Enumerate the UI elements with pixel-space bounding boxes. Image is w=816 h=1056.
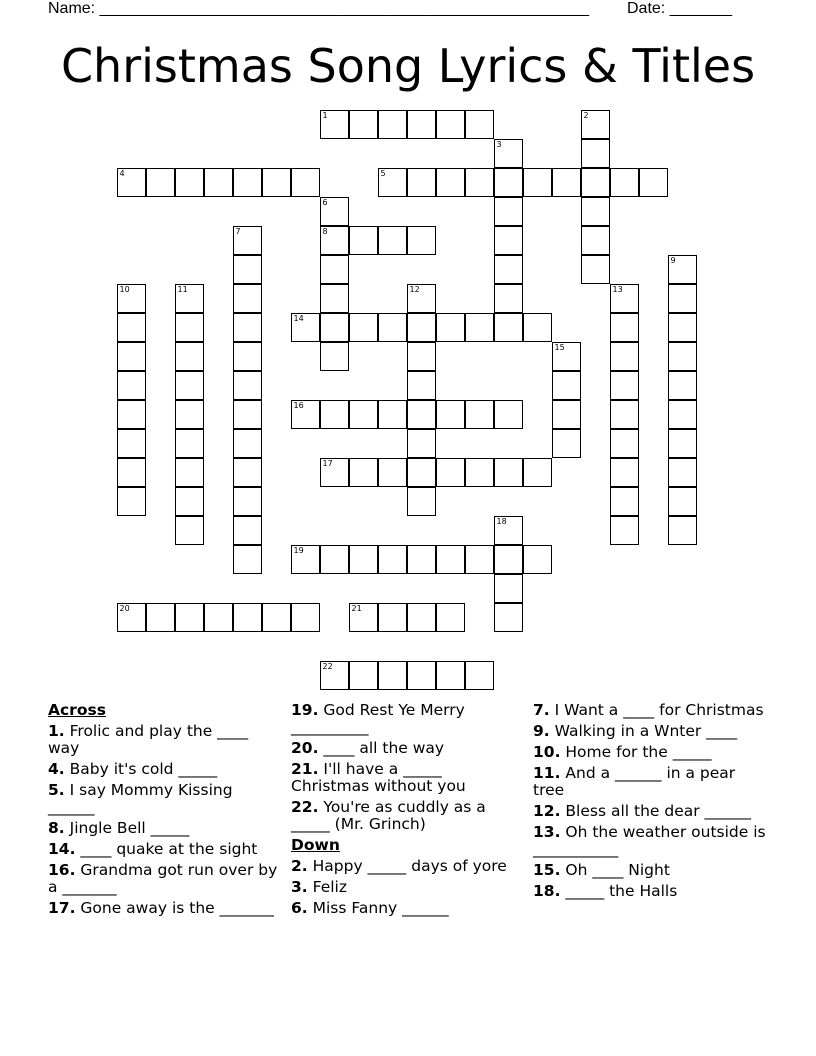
clue-down-2: 2. Happy _____ days of yore <box>291 857 507 875</box>
grid-cell[interactable] <box>494 139 523 168</box>
grid-cell[interactable] <box>175 429 204 458</box>
grid-cell[interactable] <box>233 284 262 313</box>
grid-cell[interactable] <box>146 168 175 197</box>
grid-cell[interactable] <box>349 603 378 632</box>
cell-number: 18 <box>496 516 507 526</box>
cell-number: 3 <box>496 139 502 149</box>
clue-down-18: 18. _____ the Halls <box>533 882 678 900</box>
grid-cell[interactable] <box>117 603 146 632</box>
grid-cell[interactable] <box>233 400 262 429</box>
grid-cell[interactable] <box>494 545 523 574</box>
grid-cell[interactable] <box>378 400 407 429</box>
grid-cell[interactable] <box>552 400 581 429</box>
grid-cell[interactable] <box>610 400 639 429</box>
grid-cell[interactable] <box>320 342 349 371</box>
grid-cell[interactable] <box>407 110 436 139</box>
grid-cell[interactable] <box>610 487 639 516</box>
grid-cell[interactable] <box>378 603 407 632</box>
grid-cell[interactable] <box>581 110 610 139</box>
cell-number: 2 <box>583 110 589 120</box>
grid-cell[interactable] <box>349 313 378 342</box>
grid-cell[interactable] <box>668 487 697 516</box>
grid-cell[interactable] <box>465 168 494 197</box>
grid-cell[interactable] <box>175 487 204 516</box>
grid-cell[interactable] <box>291 168 320 197</box>
clues-column-1 <box>48 702 278 921</box>
grid-cell[interactable] <box>465 661 494 690</box>
grid-cell[interactable] <box>407 313 436 342</box>
grid-cell[interactable] <box>552 342 581 371</box>
clue-down-11: 11. And a ______ in a pear tree <box>533 764 736 799</box>
grid-cell[interactable] <box>610 458 639 487</box>
cell-number: 17 <box>322 458 333 468</box>
grid-cell[interactable] <box>175 458 204 487</box>
grid-cell[interactable] <box>233 226 262 255</box>
grid-cell[interactable] <box>668 371 697 400</box>
down-heading: Down <box>291 836 340 854</box>
grid-cell[interactable] <box>349 110 378 139</box>
cell-number: 14 <box>293 313 304 323</box>
grid-cell[interactable] <box>175 313 204 342</box>
grid-cell[interactable] <box>668 429 697 458</box>
cell-number: 19 <box>293 545 304 555</box>
grid-cell[interactable] <box>523 168 552 197</box>
grid-cell[interactable] <box>175 342 204 371</box>
grid-cell[interactable] <box>320 458 349 487</box>
grid-cell[interactable] <box>494 574 523 603</box>
grid-cell[interactable] <box>494 255 523 284</box>
grid-cell[interactable] <box>407 168 436 197</box>
grid-cell[interactable] <box>117 371 146 400</box>
grid-cell[interactable] <box>668 284 697 313</box>
cell-number: 16 <box>293 400 304 410</box>
grid-cell[interactable] <box>552 168 581 197</box>
clue-down-9: 9. Walking in a Wnter ____ <box>533 722 738 740</box>
grid-cell[interactable] <box>320 226 349 255</box>
grid-cell[interactable] <box>175 371 204 400</box>
grid-cell[interactable] <box>436 168 465 197</box>
grid-cell[interactable] <box>494 400 523 429</box>
cell-number: 11 <box>177 284 188 294</box>
grid-cell[interactable] <box>262 603 291 632</box>
grid-cell[interactable] <box>262 168 291 197</box>
grid-cell[interactable] <box>494 284 523 313</box>
grid-cell[interactable] <box>233 603 262 632</box>
grid-cell[interactable] <box>117 168 146 197</box>
grid-cell[interactable] <box>117 284 146 313</box>
cell-number: 21 <box>351 603 362 613</box>
grid-cell[interactable] <box>610 371 639 400</box>
clue-across-16: 16. Grandma got run over by a _______ <box>48 861 278 896</box>
clue-down-10: 10. Home for the _____ <box>533 743 712 761</box>
grid-cell[interactable] <box>436 458 465 487</box>
cell-number: 4 <box>119 168 125 178</box>
grid-cell[interactable] <box>668 342 697 371</box>
clue-down-13: 13. Oh the weather outside is ___________ <box>533 823 766 858</box>
grid-cell[interactable] <box>117 487 146 516</box>
grid-cell[interactable] <box>465 400 494 429</box>
name-field[interactable]: Name: _______________________________________________________ <box>48 0 589 17</box>
grid-cell[interactable] <box>407 661 436 690</box>
cell-number: 20 <box>119 603 130 613</box>
grid-cell[interactable] <box>233 342 262 371</box>
grid-cell[interactable] <box>320 197 349 226</box>
clue-down-6: 6. Miss Fanny ______ <box>291 899 449 917</box>
grid-cell[interactable] <box>378 110 407 139</box>
grid-cell[interactable] <box>610 516 639 545</box>
grid-cell[interactable] <box>378 313 407 342</box>
grid-cell[interactable] <box>494 226 523 255</box>
grid-cell[interactable] <box>581 255 610 284</box>
clue-down-7: 7. I Want a ____ for Christmas <box>533 701 764 719</box>
grid-cell[interactable] <box>204 603 233 632</box>
grid-cell[interactable] <box>436 661 465 690</box>
grid-cell[interactable] <box>117 313 146 342</box>
grid-cell[interactable] <box>320 313 349 342</box>
cell-number: 5 <box>380 168 386 178</box>
grid-cell[interactable] <box>407 429 436 458</box>
grid-cell[interactable] <box>668 400 697 429</box>
grid-cell[interactable] <box>233 371 262 400</box>
grid-cell[interactable] <box>233 429 262 458</box>
grid-cell[interactable] <box>233 545 262 574</box>
cell-number: 1 <box>322 110 328 120</box>
grid-cell[interactable] <box>668 313 697 342</box>
grid-cell[interactable] <box>378 168 407 197</box>
grid-cell[interactable] <box>175 400 204 429</box>
grid-cell[interactable] <box>291 313 320 342</box>
grid-cell[interactable] <box>175 168 204 197</box>
clue-across-21: 21. I'll have a _____ Christmas without you <box>291 760 466 795</box>
grid-cell[interactable] <box>436 313 465 342</box>
grid-cell[interactable] <box>494 458 523 487</box>
grid-cell[interactable] <box>233 516 262 545</box>
grid-cell[interactable] <box>465 458 494 487</box>
grid-cell[interactable] <box>117 400 146 429</box>
date-field[interactable]: Date: _______ <box>627 0 732 17</box>
grid-cell[interactable] <box>320 110 349 139</box>
grid-cell[interactable] <box>610 342 639 371</box>
clue-down-3: 3. Feliz <box>291 878 347 896</box>
grid-cell[interactable] <box>378 545 407 574</box>
grid-cell[interactable] <box>610 313 639 342</box>
grid-cell[interactable] <box>378 661 407 690</box>
grid-cell[interactable] <box>581 139 610 168</box>
grid-cell[interactable] <box>581 226 610 255</box>
grid-cell[interactable] <box>465 110 494 139</box>
cell-number: 8 <box>322 226 328 236</box>
grid-cell[interactable] <box>407 458 436 487</box>
grid-cell[interactable] <box>552 371 581 400</box>
clue-across-5: 5. I say Mommy Kissing ______ <box>48 781 233 816</box>
grid-cell[interactable] <box>407 226 436 255</box>
grid-cell[interactable] <box>233 313 262 342</box>
grid-cell[interactable] <box>465 313 494 342</box>
grid-cell[interactable] <box>349 545 378 574</box>
across-heading: Across <box>48 701 106 719</box>
clue-across-4: 4. Baby it's cold _____ <box>48 760 218 778</box>
clues-column-2 <box>291 702 521 921</box>
grid-cell[interactable] <box>233 168 262 197</box>
grid-cell[interactable] <box>407 487 436 516</box>
cell-number: 15 <box>554 342 565 352</box>
grid-cell[interactable] <box>494 313 523 342</box>
grid-cell[interactable] <box>233 255 262 284</box>
grid-cell[interactable] <box>668 255 697 284</box>
grid-cell[interactable] <box>407 371 436 400</box>
grid-cell[interactable] <box>204 168 233 197</box>
grid-cell[interactable] <box>378 226 407 255</box>
clue-across-22: 22. You're as cuddly as a _____ (Mr. Grinch) <box>291 798 486 833</box>
grid-cell[interactable] <box>349 400 378 429</box>
grid-cell[interactable] <box>291 400 320 429</box>
grid-cell[interactable] <box>349 661 378 690</box>
grid-cell[interactable] <box>291 545 320 574</box>
grid-cell[interactable] <box>494 168 523 197</box>
grid-cell[interactable] <box>146 603 175 632</box>
grid-cell[interactable] <box>407 400 436 429</box>
clue-down-12: 12. Bless all the dear ______ <box>533 802 752 820</box>
grid-cell[interactable] <box>320 284 349 313</box>
cell-number: 9 <box>670 255 676 265</box>
grid-cell[interactable] <box>523 313 552 342</box>
grid-cell[interactable] <box>117 458 146 487</box>
grid-cell[interactable] <box>465 545 494 574</box>
grid-cell[interactable] <box>610 168 639 197</box>
grid-cell[interactable] <box>494 516 523 545</box>
grid-cell[interactable] <box>436 545 465 574</box>
grid-cell[interactable] <box>320 661 349 690</box>
grid-cell[interactable] <box>523 458 552 487</box>
grid-cell[interactable] <box>320 545 349 574</box>
cell-number: 12 <box>409 284 420 294</box>
grid-cell[interactable] <box>494 197 523 226</box>
grid-cell[interactable] <box>407 603 436 632</box>
clue-across-20: 20. ____ all the way <box>291 739 445 757</box>
clue-across-19: 19. God Rest Ye Merry __________ <box>291 701 465 736</box>
clue-across-17: 17. Gone away is the _______ <box>48 899 274 917</box>
grid-cell[interactable] <box>668 458 697 487</box>
grid-cell[interactable] <box>523 545 552 574</box>
cell-number: 13 <box>612 284 623 294</box>
grid-cell[interactable] <box>175 516 204 545</box>
grid-cell[interactable] <box>378 458 407 487</box>
grid-cell[interactable] <box>552 429 581 458</box>
grid-cell[interactable] <box>175 603 204 632</box>
page-title: Christmas Song Lyrics & Titles <box>60 39 756 93</box>
grid-cell[interactable] <box>407 545 436 574</box>
grid-cell[interactable] <box>494 603 523 632</box>
cell-number: 22 <box>322 661 333 671</box>
grid-cell[interactable] <box>175 284 204 313</box>
grid-cell[interactable] <box>639 168 668 197</box>
grid-cell[interactable] <box>610 284 639 313</box>
clue-across-14: 14. ____ quake at the sight <box>48 840 258 858</box>
cell-number: 7 <box>235 226 241 236</box>
clue-across-8: 8. Jingle Bell _____ <box>48 819 190 837</box>
grid-cell[interactable] <box>407 284 436 313</box>
grid-cell[interactable] <box>233 458 262 487</box>
grid-cell[interactable] <box>320 255 349 284</box>
grid-cell[interactable] <box>407 342 436 371</box>
grid-cell[interactable] <box>436 603 465 632</box>
clue-across-1: 1. Frolic and play the ____ way <box>48 722 249 757</box>
grid-cell[interactable] <box>436 110 465 139</box>
cell-number: 6 <box>322 197 328 207</box>
grid-cell[interactable] <box>581 197 610 226</box>
cell-number: 10 <box>119 284 130 294</box>
grid-cell[interactable] <box>349 226 378 255</box>
clues-column-3 <box>533 702 768 904</box>
grid-cell[interactable] <box>581 168 610 197</box>
grid-cell[interactable] <box>436 400 465 429</box>
grid-cell[interactable] <box>117 429 146 458</box>
grid-cell[interactable] <box>349 458 378 487</box>
grid-cell[interactable] <box>117 342 146 371</box>
clue-down-15: 15. Oh ____ Night <box>533 861 670 879</box>
grid-cell[interactable] <box>610 429 639 458</box>
grid-cell[interactable] <box>233 487 262 516</box>
grid-cell[interactable] <box>291 603 320 632</box>
grid-cell[interactable] <box>668 516 697 545</box>
grid-cell[interactable] <box>320 400 349 429</box>
